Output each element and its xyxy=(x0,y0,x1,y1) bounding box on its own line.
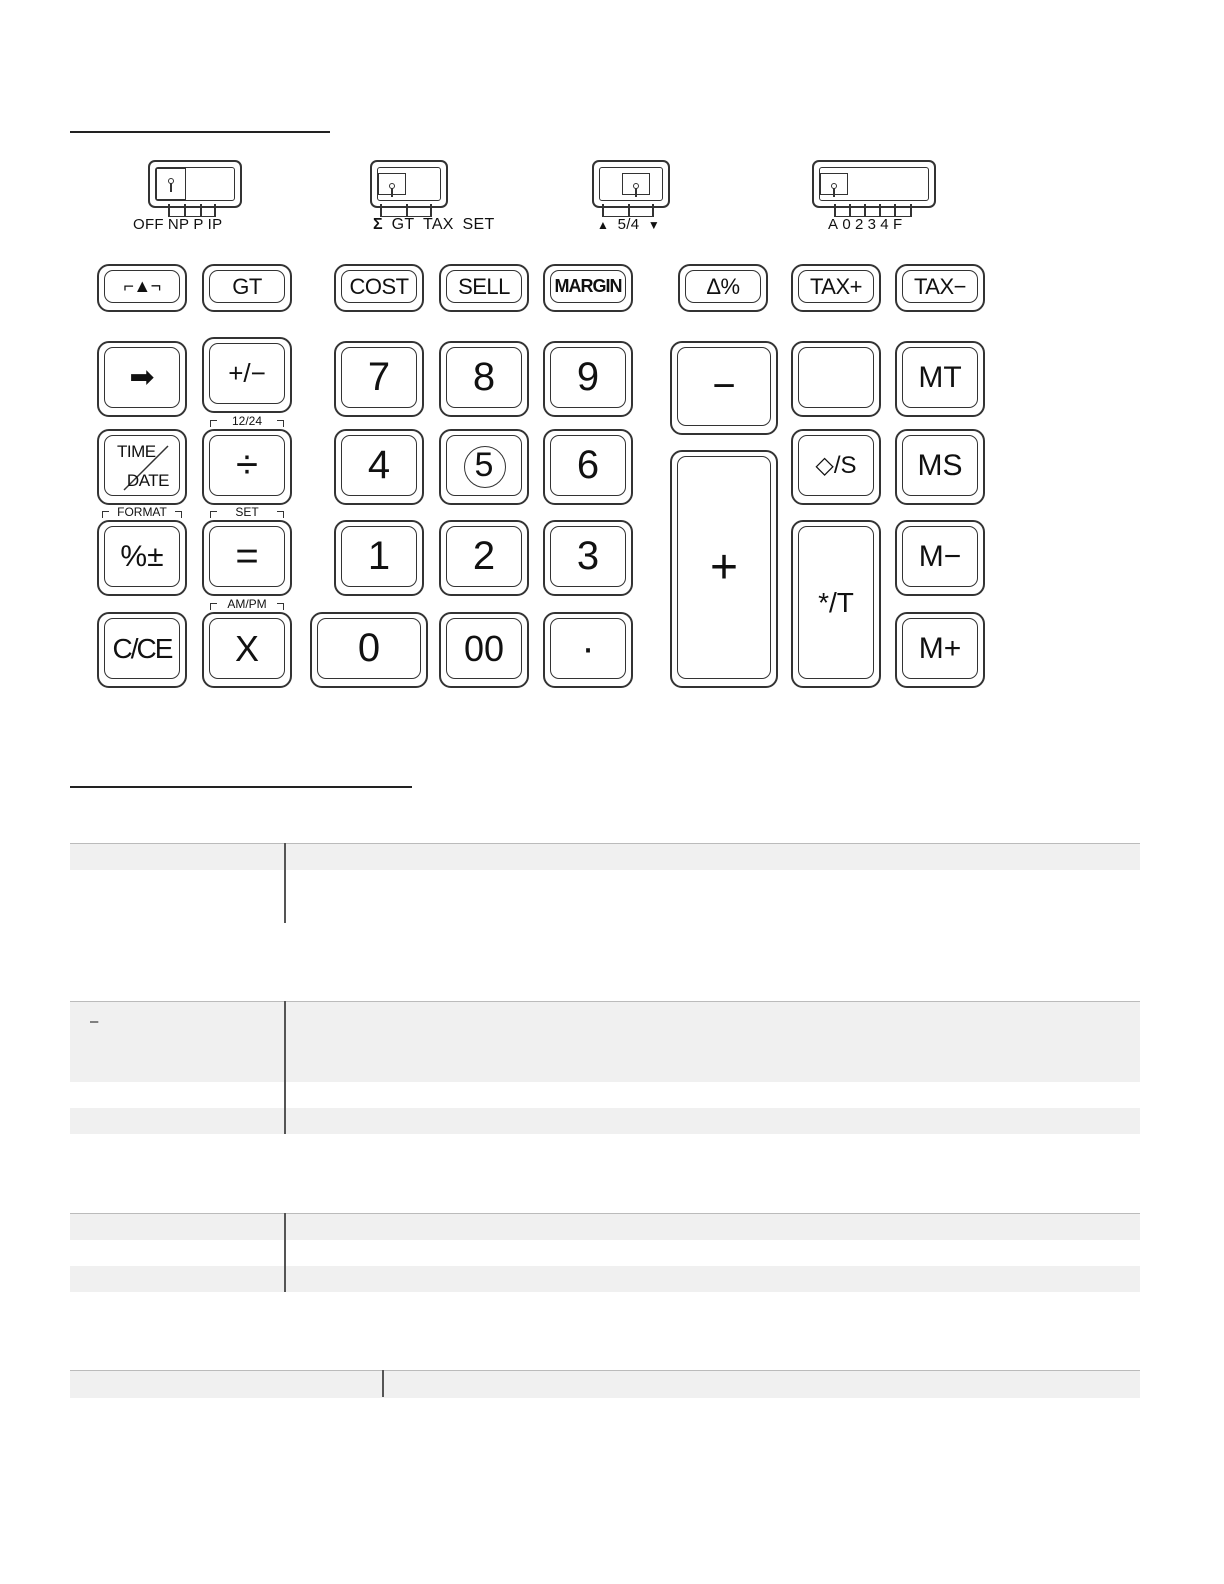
cost-key[interactable] xyxy=(334,264,424,312)
key-label: 2 xyxy=(472,534,496,578)
switch-label: NP xyxy=(167,216,190,233)
switch-label: 4 xyxy=(880,216,889,233)
divide-key[interactable] xyxy=(202,429,292,505)
switch-label: P xyxy=(193,216,204,233)
switch-track xyxy=(599,167,663,201)
switch-label: ▲ xyxy=(597,218,610,232)
key-label: · xyxy=(581,626,595,670)
switch-body xyxy=(812,160,936,208)
divide-shift-label: 12/24 xyxy=(212,414,282,428)
key-label: − xyxy=(712,364,736,408)
rounding-switch[interactable] xyxy=(592,160,702,240)
sell-key[interactable] xyxy=(439,264,529,312)
percent-shift-label: FORMAT xyxy=(104,505,180,519)
table-row xyxy=(70,1239,1140,1266)
key-label: 6 xyxy=(576,443,600,487)
margin-key[interactable] xyxy=(543,264,633,312)
key-8[interactable] xyxy=(439,341,529,417)
table-row xyxy=(70,1213,1140,1240)
column-divider xyxy=(284,1001,286,1134)
switch-knob xyxy=(156,168,186,200)
function-table-2 xyxy=(70,1001,1140,1134)
equals-shift-label: SET xyxy=(212,505,282,519)
table-row xyxy=(70,1266,1140,1292)
table-row xyxy=(70,1108,1140,1134)
minus-key[interactable] xyxy=(670,341,778,435)
key-9[interactable] xyxy=(543,341,633,417)
clear-key[interactable] xyxy=(97,612,187,688)
key-label: GT xyxy=(232,273,262,299)
delta-percent-key[interactable] xyxy=(678,264,768,312)
table-row xyxy=(70,1370,1140,1398)
switch-labels xyxy=(597,216,664,233)
key-4[interactable] xyxy=(334,429,424,505)
key-label: 0 xyxy=(357,626,381,670)
key-3[interactable] xyxy=(543,520,633,596)
function-table-1 xyxy=(70,843,1140,923)
switch-track xyxy=(377,167,441,201)
switch-label: A xyxy=(828,216,839,233)
key-label: 5 xyxy=(474,446,494,484)
switch-knob xyxy=(622,173,650,195)
switch-labels xyxy=(133,216,226,233)
key-1[interactable] xyxy=(334,520,424,596)
key-label: ◇/S xyxy=(815,452,857,479)
key-label: %± xyxy=(120,539,164,573)
table-row xyxy=(70,1001,1140,1082)
print-mode-switch[interactable] xyxy=(130,160,250,240)
accumulation-switch[interactable] xyxy=(370,160,510,240)
switch-label: GT xyxy=(391,216,415,233)
function-table-4 xyxy=(70,1370,1140,1397)
column-divider xyxy=(382,1370,384,1397)
column-divider xyxy=(284,843,286,923)
key-label: Δ% xyxy=(706,273,740,299)
key-label: M− xyxy=(918,539,962,573)
column-divider xyxy=(284,1213,286,1292)
switch-label: 5/4 xyxy=(617,216,640,233)
key-label: COST xyxy=(349,273,409,299)
key-label: ÷ xyxy=(236,443,258,487)
switch-labels xyxy=(828,216,906,233)
key-label: + xyxy=(709,541,739,594)
key-label: 9 xyxy=(576,355,600,399)
key-label: MARGIN xyxy=(554,276,622,296)
sign-change-key[interactable] xyxy=(202,337,292,413)
switch-label: SET xyxy=(462,216,495,233)
key-label: MT xyxy=(918,360,962,394)
key-label: 7 xyxy=(367,355,391,399)
key-label: 4 xyxy=(367,443,391,487)
key-label: DATE xyxy=(126,471,169,490)
switch-label: 2 xyxy=(854,216,864,233)
key-label: MS xyxy=(917,448,963,482)
gt-key[interactable] xyxy=(202,264,292,312)
total-key[interactable] xyxy=(791,520,881,688)
key-5[interactable] xyxy=(439,429,529,505)
sign-change-icon: +/− xyxy=(228,358,266,388)
switch-label: Σ xyxy=(373,216,383,233)
key-6[interactable] xyxy=(543,429,633,505)
key-label: X xyxy=(234,627,259,669)
m-plus-key[interactable] xyxy=(895,612,985,688)
switch-track xyxy=(155,167,235,201)
item-count-key[interactable] xyxy=(791,429,881,505)
switch-label: OFF xyxy=(133,216,164,233)
key-label: 3 xyxy=(576,534,600,578)
multiply-shift-label: AM/PM xyxy=(212,597,282,611)
key-0[interactable] xyxy=(310,612,428,688)
table-header-row xyxy=(70,843,1140,870)
function-table-3 xyxy=(70,1213,1140,1292)
multiply-key[interactable] xyxy=(202,612,292,688)
switch-body xyxy=(370,160,448,208)
switch-label: ▼ xyxy=(647,218,661,232)
table-cell-mark: – xyxy=(90,1013,99,1030)
blank-key[interactable] xyxy=(791,341,881,417)
arrow-right-icon: ➡ xyxy=(129,361,155,394)
switch-labels xyxy=(373,216,499,234)
time-date-key[interactable] xyxy=(97,429,187,505)
tax-plus-key[interactable] xyxy=(791,264,881,312)
table-row xyxy=(70,1081,1140,1108)
table-row xyxy=(70,869,1140,923)
key-label: TAX− xyxy=(913,273,966,299)
switch-label: 0 xyxy=(842,216,851,233)
key-label: 8 xyxy=(472,355,496,399)
tax-minus-key[interactable] xyxy=(895,264,985,312)
switch-knob xyxy=(820,173,848,195)
switch-label: F xyxy=(892,216,903,233)
key-label: 00 xyxy=(463,627,505,669)
key-label: */T xyxy=(818,586,854,618)
key-label: M+ xyxy=(918,631,962,665)
key-label: C/CE xyxy=(112,632,172,664)
key-label: TIME xyxy=(117,442,156,461)
backspace-key[interactable] xyxy=(97,341,187,417)
key-00[interactable] xyxy=(439,612,529,688)
switch-body xyxy=(592,160,670,208)
ms-key[interactable] xyxy=(895,429,985,505)
section-underline-keyboard xyxy=(70,131,330,133)
key-label: TAX+ xyxy=(809,273,862,299)
key-7[interactable] xyxy=(334,341,424,417)
switch-track xyxy=(819,167,929,201)
key-label: SELL xyxy=(458,273,510,299)
switch-label: IP xyxy=(207,216,223,233)
key-2[interactable] xyxy=(439,520,529,596)
switch-label: 3 xyxy=(867,216,877,233)
decimal-key[interactable] xyxy=(543,612,633,688)
switch-knob xyxy=(378,173,406,195)
percent-key[interactable] xyxy=(97,520,187,596)
key-label: 1 xyxy=(367,534,391,578)
key-label: = xyxy=(235,534,259,578)
m-minus-key[interactable] xyxy=(895,520,985,596)
paper-feed-icon: ⌐▲¬ xyxy=(123,276,161,296)
switch-body xyxy=(148,160,242,208)
equals-key[interactable] xyxy=(202,520,292,596)
plus-key[interactable] xyxy=(670,450,778,688)
decimal-switch[interactable] xyxy=(812,160,942,240)
switch-label: TAX xyxy=(422,216,454,233)
mt-key[interactable] xyxy=(895,341,985,417)
section-underline-functions xyxy=(70,786,412,788)
paper-feed-key[interactable] xyxy=(97,264,187,312)
